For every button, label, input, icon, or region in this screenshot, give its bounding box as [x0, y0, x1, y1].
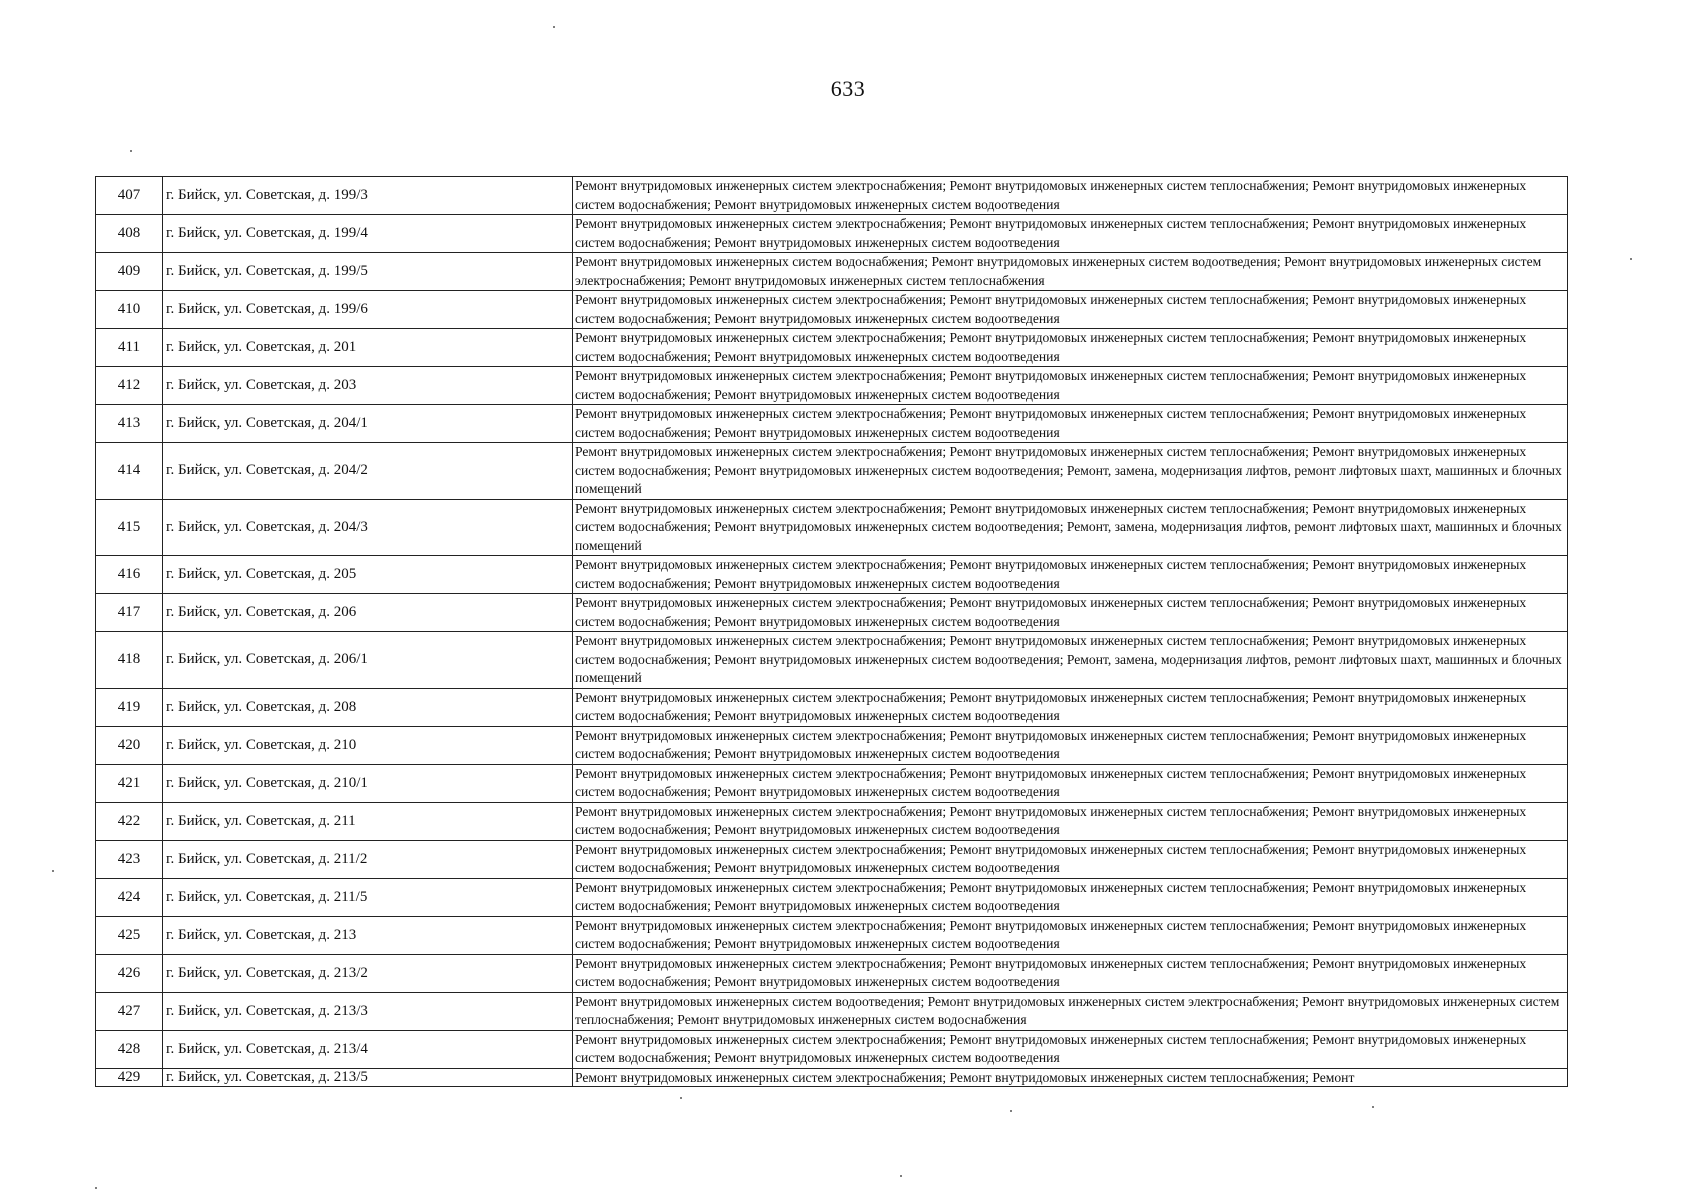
row-address: г. Бийск, ул. Советская, д. 204/1 — [163, 405, 573, 443]
row-works: Ремонт внутридомовых инженерных систем электроснабжения; Ремонт внутридомовых инженерных систем теплоснабжения; Ремонт внутридомовых инженерных систем водоснабжения; Ремонт внутридомовых инженерных систем водоотведения — [573, 367, 1568, 405]
row-number: 429 — [96, 1068, 163, 1086]
scan-speck — [680, 1097, 682, 1099]
table-row — [96, 840, 1568, 878]
row-address: г. Бийск, ул. Советская, д. 213/4 — [163, 1030, 573, 1068]
row-address: г. Бийск, ул. Советская, д. 199/6 — [163, 291, 573, 329]
table-row — [96, 1068, 1568, 1086]
row-works: Ремонт внутридомовых инженерных систем электроснабжения; Ремонт внутридомовых инженерных систем теплоснабжения; Ремонт внутридомовых инженерных систем водоснабжения; Ремонт внутридомовых инженерных систем водоотведения — [573, 405, 1568, 443]
row-address: г. Бийск, ул. Советская, д. 213 — [163, 916, 573, 954]
row-works: Ремонт внутридомовых инженерных систем электроснабжения; Ремонт внутридомовых инженерных систем теплоснабжения; Ремонт внутридомовых инженерных систем водоснабжения; Ремонт внутридомовых инженерных систем водоотведения — [573, 556, 1568, 594]
row-works: Ремонт внутридомовых инженерных систем электроснабжения; Ремонт внутридомовых инженерных систем теплоснабжения; Ремонт внутридомовых инженерных систем водоснабжения; Ремонт внутридомовых инженерных систем водоотведения — [573, 840, 1568, 878]
row-works: Ремонт внутридомовых инженерных систем электроснабжения; Ремонт внутридомовых инженерных систем теплоснабжения; Ремонт внутридомовых инженерных систем водоснабжения; Ремонт внутридомовых инженерных систем водоотведения — [573, 1030, 1568, 1068]
table-row — [96, 916, 1568, 954]
row-number: 414 — [96, 443, 163, 500]
row-works: Ремонт внутридомовых инженерных систем электроснабжения; Ремонт внутридомовых инженерных систем теплоснабжения; Ремонт внутридомовых инженерных систем водоснабжения; Ремонт внутридомовых инженерных систем водоотведения — [573, 916, 1568, 954]
row-number: 408 — [96, 215, 163, 253]
row-number: 416 — [96, 556, 163, 594]
table-row — [96, 367, 1568, 405]
table-row — [96, 215, 1568, 253]
row-address: г. Бийск, ул. Советская, д. 199/3 — [163, 177, 573, 215]
table-row — [96, 594, 1568, 632]
row-number: 413 — [96, 405, 163, 443]
row-number: 409 — [96, 253, 163, 291]
row-address: г. Бийск, ул. Советская, д. 205 — [163, 556, 573, 594]
table-row — [96, 954, 1568, 992]
row-works: Ремонт внутридомовых инженерных систем электроснабжения; Ремонт внутридомовых инженерных систем теплоснабжения; Ремонт внутридомовых инженерных систем водоснабжения; Ремонт внутридомовых инженерных систем водоотведения — [573, 215, 1568, 253]
scan-speck — [1010, 1110, 1012, 1112]
row-works: Ремонт внутридомовых инженерных систем электроснабжения; Ремонт внутридомовых инженерных систем теплоснабжения; Ремонт внутридомовых инженерных систем водоснабжения; Ремонт внутридомовых инженерных систем водоотведения — [573, 329, 1568, 367]
row-works: Ремонт внутридомовых инженерных систем электроснабжения; Ремонт внутридомовых инженерных систем теплоснабжения; Ремонт внутридомовых инженерных систем водоснабжения; Ремонт внутридомовых инженерных систем водоотведения — [573, 726, 1568, 764]
row-number: 417 — [96, 594, 163, 632]
scan-speck — [52, 870, 54, 872]
registry-table — [95, 176, 1568, 1087]
row-number: 410 — [96, 291, 163, 329]
scan-speck — [1630, 258, 1632, 260]
row-works: Ремонт внутридомовых инженерных систем водоотведения; Ремонт внутридомовых инженерных систем электроснабжения; Ремонт внутридомовых инженерных систем теплоснабжения; Ремонт внутридомовых инженерных систем водоснабжения — [573, 992, 1568, 1030]
row-number: 428 — [96, 1030, 163, 1068]
table-row — [96, 802, 1568, 840]
row-number: 407 — [96, 177, 163, 215]
table-row — [96, 177, 1568, 215]
scan-speck — [900, 1175, 902, 1177]
scan-speck — [1372, 1106, 1374, 1108]
row-works: Ремонт внутридомовых инженерных систем водоснабжения; Ремонт внутридомовых инженерных систем водоотведения; Ремонт внутридомовых инженерных систем электроснабжения; Ремонт внутридомовых инженерных систем теплоснабжения — [573, 253, 1568, 291]
row-address: г. Бийск, ул. Советская, д. 199/5 — [163, 253, 573, 291]
row-address: г. Бийск, ул. Советская, д. 199/4 — [163, 215, 573, 253]
row-address: г. Бийск, ул. Советская, д. 204/2 — [163, 443, 573, 500]
row-works: Ремонт внутридомовых инженерных систем электроснабжения; Ремонт внутридомовых инженерных систем теплоснабжения; Ремонт внутридомовых инженерных систем водоснабжения; Ремонт внутридомовых инженерных систем водоотведения; Ремонт, замена, модернизация лифтов, ремонт лифтовых шахт, машинных и блочных помещений — [573, 632, 1568, 689]
table-row — [96, 688, 1568, 726]
row-address: г. Бийск, ул. Советская, д. 213/5 — [163, 1068, 573, 1086]
page-number: 633 — [830, 76, 866, 101]
table-row — [96, 499, 1568, 556]
table-row — [96, 992, 1568, 1030]
row-number: 426 — [96, 954, 163, 992]
row-works: Ремонт внутридомовых инженерных систем электроснабжения; Ремонт внутридомовых инженерных систем теплоснабжения; Ремонт внутридомовых инженерных систем водоснабжения; Ремонт внутридомовых инженерных систем водоотведения — [573, 764, 1568, 802]
row-address: г. Бийск, ул. Советская, д. 210 — [163, 726, 573, 764]
row-works: Ремонт внутридомовых инженерных систем электроснабжения; Ремонт внутридомовых инженерных систем теплоснабжения; Ремонт внутридомовых инженерных систем водоснабжения; Ремонт внутридомовых инженерных систем водоотведения — [573, 878, 1568, 916]
row-works: Ремонт внутридомовых инженерных систем электроснабжения; Ремонт внутридомовых инженерных систем теплоснабжения; Ремонт внутридомовых инженерных систем водоснабжения; Ремонт внутридомовых инженерных систем водоотведения — [573, 802, 1568, 840]
row-number: 421 — [96, 764, 163, 802]
row-address: г. Бийск, ул. Советская, д. 204/3 — [163, 499, 573, 556]
row-address: г. Бийск, ул. Советская, д. 201 — [163, 329, 573, 367]
scan-speck — [553, 26, 555, 28]
scan-speck — [130, 150, 132, 152]
table-row — [96, 253, 1568, 291]
row-works: Ремонт внутридомовых инженерных систем электроснабжения; Ремонт внутридомовых инженерных систем теплоснабжения; Ремонт внутридомовых инженерных систем водоснабжения; Ремонт внутридомовых инженерных систем водоотведения — [573, 177, 1568, 215]
row-number: 423 — [96, 840, 163, 878]
table-row — [96, 405, 1568, 443]
row-address: г. Бийск, ул. Советская, д. 211/2 — [163, 840, 573, 878]
table-row — [96, 632, 1568, 689]
registry-table-body — [96, 177, 1568, 1087]
row-number: 424 — [96, 878, 163, 916]
row-works: Ремонт внутридомовых инженерных систем электроснабжения; Ремонт внутридомовых инженерных систем теплоснабжения; Ремонт внутридомовых инженерных систем водоснабжения; Ремонт внутридомовых инженерных систем водоотведения; Ремонт, замена, модернизация лифтов, ремонт лифтовых шахт, машинных и блочных помещений — [573, 499, 1568, 556]
row-works: Ремонт внутридомовых инженерных систем электроснабжения; Ремонт внутридомовых инженерных систем теплоснабжения; Ремонт — [573, 1068, 1568, 1086]
row-number: 412 — [96, 367, 163, 405]
row-number: 411 — [96, 329, 163, 367]
table-row — [96, 878, 1568, 916]
table-row — [96, 329, 1568, 367]
table-row — [96, 726, 1568, 764]
row-address: г. Бийск, ул. Советская, д. 210/1 — [163, 764, 573, 802]
row-address: г. Бийск, ул. Советская, д. 213/3 — [163, 992, 573, 1030]
row-number: 419 — [96, 688, 163, 726]
table-row — [96, 443, 1568, 500]
row-works: Ремонт внутридомовых инженерных систем электроснабжения; Ремонт внутридомовых инженерных систем теплоснабжения; Ремонт внутридомовых инженерных систем водоснабжения; Ремонт внутридомовых инженерных систем водоотведения — [573, 594, 1568, 632]
row-address: г. Бийск, ул. Советская, д. 206/1 — [163, 632, 573, 689]
row-address: г. Бийск, ул. Советская, д. 211 — [163, 802, 573, 840]
row-works: Ремонт внутридомовых инженерных систем электроснабжения; Ремонт внутридомовых инженерных систем теплоснабжения; Ремонт внутридомовых инженерных систем водоснабжения; Ремонт внутридомовых инженерных систем водоотведения — [573, 291, 1568, 329]
table-row — [96, 1030, 1568, 1068]
table-row — [96, 291, 1568, 329]
row-address: г. Бийск, ул. Советская, д. 208 — [163, 688, 573, 726]
row-number: 415 — [96, 499, 163, 556]
row-works: Ремонт внутридомовых инженерных систем электроснабжения; Ремонт внутридомовых инженерных систем теплоснабжения; Ремонт внутридомовых инженерных систем водоснабжения; Ремонт внутридомовых инженерных систем водоотведения — [573, 688, 1568, 726]
row-number: 420 — [96, 726, 163, 764]
table-row — [96, 556, 1568, 594]
row-works: Ремонт внутридомовых инженерных систем электроснабжения; Ремонт внутридомовых инженерных систем теплоснабжения; Ремонт внутридомовых инженерных систем водоснабжения; Ремонт внутридомовых инженерных систем водоотведения; Ремонт, замена, модернизация лифтов, ремонт лифтовых шахт, машинных и блочных помещений — [573, 443, 1568, 500]
table-row — [96, 764, 1568, 802]
row-number: 418 — [96, 632, 163, 689]
row-number: 425 — [96, 916, 163, 954]
scan-speck — [95, 1187, 97, 1189]
row-address: г. Бийск, ул. Советская, д. 206 — [163, 594, 573, 632]
row-number: 422 — [96, 802, 163, 840]
row-address: г. Бийск, ул. Советская, д. 211/5 — [163, 878, 573, 916]
row-number: 427 — [96, 992, 163, 1030]
row-address: г. Бийск, ул. Советская, д. 203 — [163, 367, 573, 405]
row-address: г. Бийск, ул. Советская, д. 213/2 — [163, 954, 573, 992]
row-works: Ремонт внутридомовых инженерных систем электроснабжения; Ремонт внутридомовых инженерных систем теплоснабжения; Ремонт внутридомовых инженерных систем водоснабжения; Ремонт внутридомовых инженерных систем водоотведения — [573, 954, 1568, 992]
